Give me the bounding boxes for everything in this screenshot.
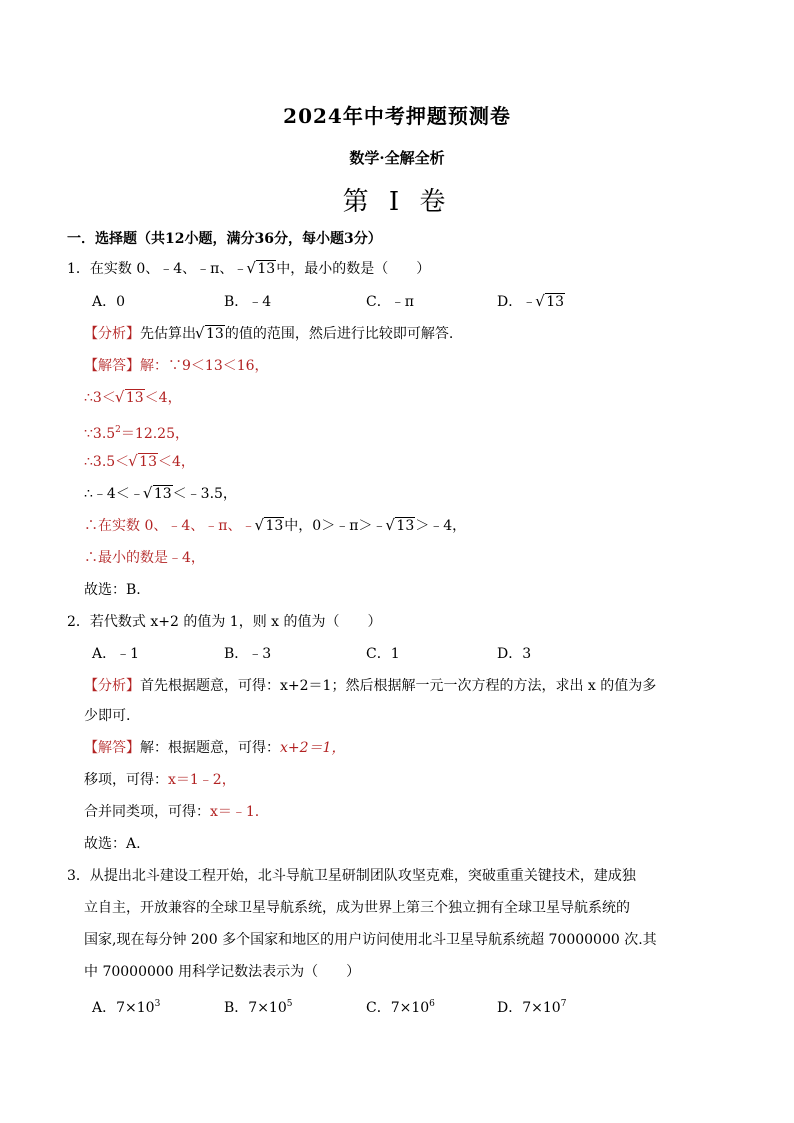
section-heading: 一．选择题（共12小题，满分36分，每小题3分） [67,231,382,247]
q2-option-a: A．﹣1 [92,646,140,662]
sqrt-13: √ 13 [386,516,415,536]
q2-option-d: D．3 [497,646,532,662]
sqrt-13: √ 13 [129,452,158,472]
q1-step-6: ∴在实数 0、﹣4、﹣π、﹣√ 13中，0＞﹣π＞﹣√ 13＞﹣4， [84,516,466,536]
question-3-line-1: 3．从提出北斗建设工程开始，北斗导航卫星研制团队攻坚克难，突破重重关键技术，建成独 [67,868,636,884]
sqrt-13: √ 13 [247,259,276,279]
q1-step-3: $\because 3.5^2=12.25$， [84,425,189,442]
q1-choice: 故选：B. [84,582,141,598]
q2-option-c: C．1 [366,646,400,662]
q1-option-b: B．﹣4 [224,294,272,310]
question-3-line-2: 立自主，开放兼容的全球卫星导航系统，成为世界上第三个独立拥有全球卫星导航系统的 [84,900,630,916]
q2-analysis-cont: 少即可. [84,708,131,724]
q1-option-d: D．﹣√ 13 [497,292,565,312]
question-2-stem: 2．若代数式 x+2 的值为 1，则 x 的值为（ ） [67,614,382,630]
q2-choice: 故选：A. [84,836,141,852]
document-title: 2024年中考押题预测卷 [283,104,511,128]
q1-option-a: A．0 [92,294,126,310]
sqrt-13: √ 13 [255,516,284,536]
q1-option-c: C．﹣π [366,294,414,310]
sqrt-13: √ 13 [536,292,565,312]
q1-step-2: ∴3＜√ 13＜4， [84,388,182,408]
sqrt-13: √ 13 [144,484,173,504]
q3-option-a: A．$7\times 10^3$ [92,999,161,1016]
q1-step-5: ∴﹣4＜﹣√ 13＜﹣3.5， [84,484,237,504]
q2-step-2: 合并同类项，可得：x＝﹣1. [84,804,260,820]
q1-analysis: 【分析】先估算出√ 13的值的范围，然后进行比较即可解答. [84,324,453,344]
q3-option-b: B．$7\times 10^5$ [224,999,293,1016]
q2-option-b: B．﹣3 [224,646,272,662]
document-subtitle: 数学·全解全析 [349,149,445,167]
q1-step-4: ∴3.5＜√ 13＜4， [84,452,195,472]
question-3-line-4: 中 70000000 用科学记数法表示为（ ） [84,964,361,980]
sqrt-13: √ 13 [116,388,145,408]
question-1-stem: 1．在实数 0、﹣4、﹣π、﹣√ 13中，最小的数是（ ） [67,259,430,279]
q2-answer: 【解答】解：根据题意，可得：x+2＝1， [84,740,346,756]
q2-analysis: 【分析】首先根据题意，可得：x+2＝1；然后根据解一元一次方程的方法，求出 x 的值为多 [84,678,657,694]
volume-heading: 第 I 卷 [342,187,452,217]
q3-option-c: C．$7\times 10^6$ [366,999,435,1016]
q1-answer: 【解答】解：∵9＜13＜16， [84,358,269,374]
q1-step-7: ∴最小的数是﹣4， [84,550,205,566]
q2-step-1: 移项，可得：x＝1﹣2， [84,772,236,788]
question-3-line-3: 国家,现在每分钟 200 多个国家和地区的用户访问使用北斗卫星导航系统超 70000000 次.其 [84,932,657,948]
q3-option-d: D．$7\times 10^7$ [497,999,567,1016]
sqrt-13: √ 13 [196,324,225,344]
